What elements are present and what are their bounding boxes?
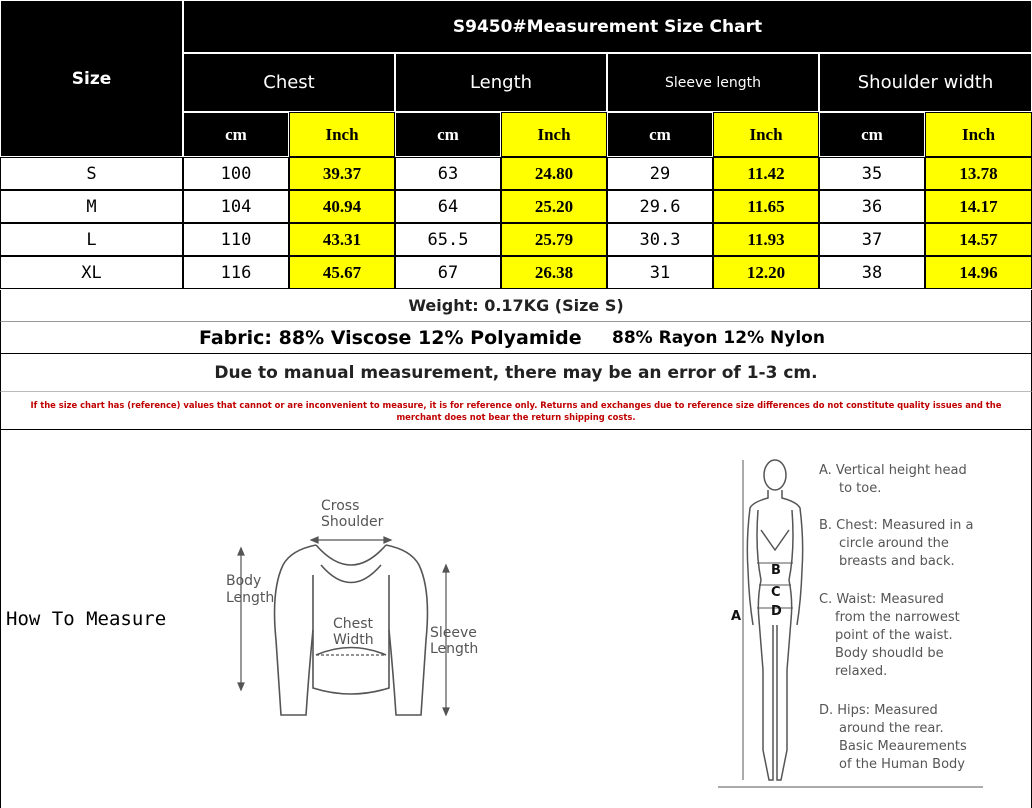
note-a-2: to toe. — [839, 481, 882, 496]
weight-text: Weight: 0.17KG (Size S) — [408, 296, 624, 315]
how-to-measure-section — [0, 430, 1032, 808]
size-cell: M — [0, 190, 183, 223]
cm-value-cell: 104 — [183, 190, 289, 223]
cm-value-cell: 29.6 — [607, 190, 713, 223]
marker-b: B — [771, 563, 781, 578]
note-c-4: Body shoudld be — [835, 646, 944, 661]
inch-value-cell: 26.38 — [501, 256, 607, 289]
group-label: Shoulder width — [857, 72, 994, 93]
size-chart-table — [0, 0, 1032, 290]
label-body-length: Length — [226, 590, 275, 606]
inch-value-cell: 25.79 — [501, 223, 607, 256]
label-sleeve: Sleeve — [430, 625, 477, 641]
inch-value-cell: 13.78 — [925, 157, 1032, 190]
size-header: Size — [71, 68, 112, 89]
unit-inch — [501, 112, 607, 157]
unit-label: Inch — [961, 124, 996, 144]
cm-value-cell: 29 — [607, 157, 713, 190]
note-b-3: breasts and back. — [839, 554, 955, 569]
group-header-shoulder — [819, 53, 1032, 112]
inch-value-cell: 43.31 — [289, 223, 395, 256]
note-d-3: Basic Meaurements — [839, 739, 967, 754]
note-b-2: circle around the — [839, 536, 949, 551]
chart-title-text: S9450#Measurement Size Chart — [452, 16, 763, 37]
unit-inch — [713, 112, 819, 157]
unit-label: cm — [225, 124, 247, 144]
cm-value-cell: 63 — [395, 157, 501, 190]
group-label: Chest — [263, 72, 315, 93]
marker-c: C — [771, 585, 781, 600]
body-outline — [747, 460, 802, 780]
inch-value-cell: 24.80 — [501, 157, 607, 190]
label-sleeve-length: Length — [430, 641, 479, 657]
unit-label: cm — [437, 124, 459, 144]
cm-value-cell: 36 — [819, 190, 925, 223]
inch-value-cell: 14.17 — [925, 190, 1032, 223]
sweater-diagram — [221, 490, 491, 730]
inch-value-cell: 11.42 — [713, 157, 819, 190]
cm-value-cell: 65.5 — [395, 223, 501, 256]
note-d-2: around the rear. — [839, 721, 944, 736]
unit-cm — [183, 112, 289, 157]
unit-cm — [607, 112, 713, 157]
unit-inch — [925, 112, 1032, 157]
note-c-5: relaxed. — [835, 664, 888, 679]
error-row — [0, 354, 1032, 392]
cm-value-cell: 30.3 — [607, 223, 713, 256]
fabric-row — [0, 322, 1032, 354]
group-label: Sleeve length — [665, 74, 761, 91]
how-to-title: How To Measure — [6, 608, 167, 630]
group-header-sleeve — [607, 53, 819, 112]
size-cell: L — [0, 223, 183, 256]
inch-value-cell: 14.96 — [925, 256, 1032, 289]
inch-value-cell: 45.67 — [289, 256, 395, 289]
note-a-1: A. Vertical height head — [819, 463, 967, 478]
unit-label: Inch — [749, 124, 783, 144]
unit-cm — [395, 112, 501, 157]
unit-label: Inch — [325, 124, 359, 144]
inch-value-cell: 40.94 — [289, 190, 395, 223]
inch-value-cell: 25.20 — [501, 190, 607, 223]
cm-value-cell: 100 — [183, 157, 289, 190]
inch-value-cell: 11.65 — [713, 190, 819, 223]
group-label: Length — [469, 72, 533, 93]
inch-value-cell: 11.93 — [713, 223, 819, 256]
marker-a: A — [731, 609, 742, 624]
marker-d: D — [771, 604, 782, 619]
group-header-chest — [183, 53, 395, 112]
body-figure-diagram — [713, 450, 1013, 800]
label-cross: Cross — [321, 498, 360, 514]
label-width: Width — [333, 632, 374, 648]
unit-label: cm — [649, 124, 671, 144]
unit-label: cm — [861, 124, 883, 144]
cm-value-cell: 67 — [395, 256, 501, 289]
cm-value-cell: 35 — [819, 157, 925, 190]
inch-value-cell: 12.20 — [713, 256, 819, 289]
note-c-2: from the narrowest — [835, 610, 960, 625]
cm-value-cell: 64 — [395, 190, 501, 223]
unit-cm — [819, 112, 925, 157]
group-header-length — [395, 53, 607, 112]
cm-value-cell: 116 — [183, 256, 289, 289]
inch-value-cell: 39.37 — [289, 157, 395, 190]
unit-inch — [289, 112, 395, 157]
note-c-3: point of the waist. — [835, 628, 953, 643]
inch-value-cell: 14.57 — [925, 223, 1032, 256]
label-chest: Chest — [333, 616, 374, 632]
cm-value-cell: 37 — [819, 223, 925, 256]
error-text: Due to manual measurement, there may be an error of 1-3 cm. — [214, 362, 818, 383]
size-cell: XL — [0, 256, 183, 289]
size-cell: S — [0, 157, 183, 190]
note-c-1: C. Waist: Measured — [819, 592, 944, 607]
label-body: Body — [226, 573, 262, 589]
fabric-alt: 88% Rayon 12% Nylon — [612, 327, 825, 348]
cm-value-cell: 110 — [183, 223, 289, 256]
disclaimer-row — [0, 392, 1032, 430]
fabric-primary: Fabric: 88% Viscose 12% Polyamide — [199, 326, 582, 349]
note-d-4: of the Human Body — [839, 757, 965, 772]
unit-label: Inch — [537, 124, 571, 144]
disclaimer-text: If the size chart has (reference) values that cannot or are inconvenient to measure, it is for reference only. Returns and exchanges due to reference size differences do not constitute quality issues and the merchant does not bear the return shipping costs. — [30, 399, 1002, 422]
weight-row — [0, 290, 1032, 322]
label-shoulder: Shoulder — [321, 514, 384, 530]
note-b-1: B. Chest: Measured in a — [819, 518, 974, 533]
cm-value-cell: 31 — [607, 256, 713, 289]
corner-cell — [0, 0, 183, 157]
cm-value-cell: 38 — [819, 256, 925, 289]
chart-title — [183, 0, 1032, 53]
note-d-1: D. Hips: Measured — [819, 703, 938, 718]
